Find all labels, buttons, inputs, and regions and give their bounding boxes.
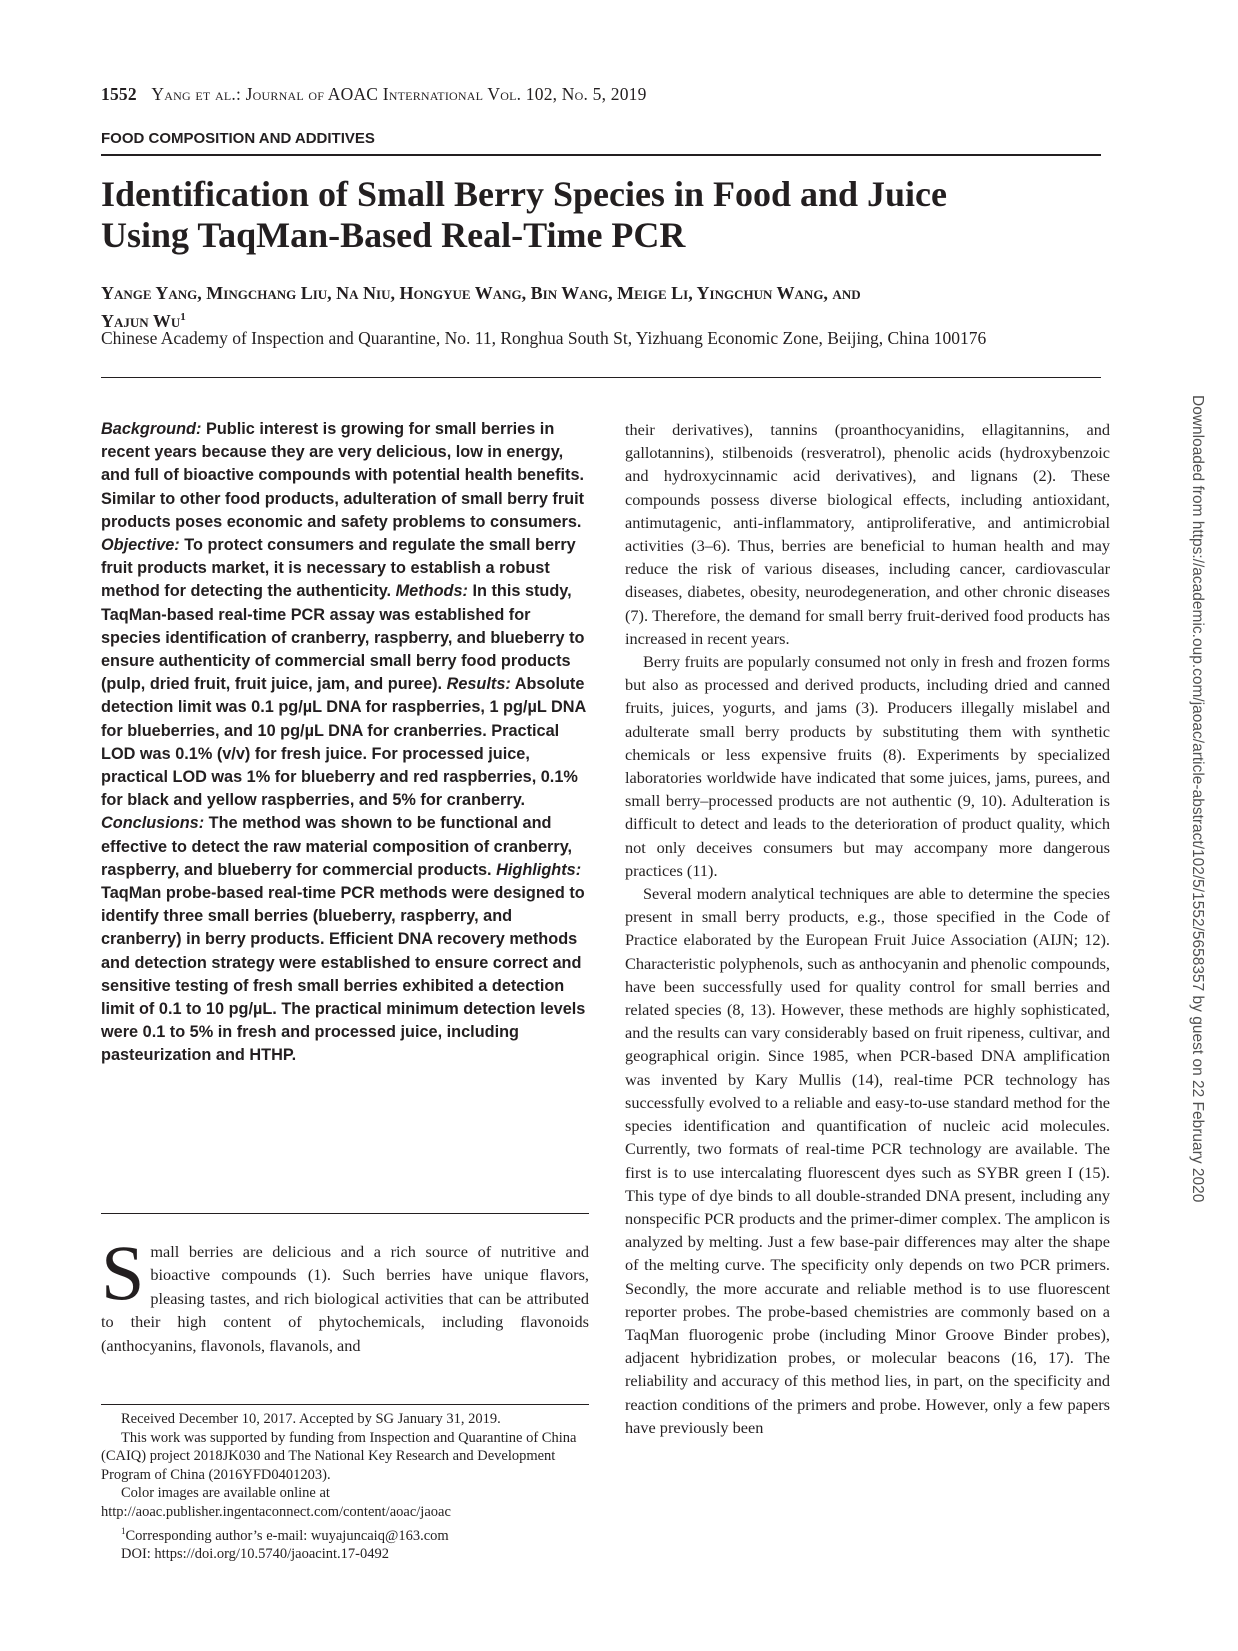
abstract-rule [101,1213,589,1214]
author-footnote-mark: 1 [180,311,186,323]
body-paragraph-3: Several modern analytical techniques are able to determine the species present in small berry products, e.g., those specified in the Code of Practice elaborated by the European Fruit Juice Association (AIJN; 12). Characteristic polyphenols, such as anthocyanin and phenolic compounds, have been successfully used for quality control for small berries and related species (8, 13). However, these methods are highly sophisticated, and the results can vary considerably based on fruit ripeness, cultivar, and geographical origin. Since 1985, when PCR-based DNA amplification was invented by Kary Mullis (14), real-time PCR technology has successfully evolved to a reliable and easy-to-use standard method for the species identification and quantification of nucleic acid molecules. Currently, two formats of real-time PCR technology are available. The first is to use intercalating fluorescent dyes such as SYBR green I (15). This type of dye binds to all double-stranded DNA present, including any nonspecific PCR products and the primer-dimer complex. The amplicon is analyzed by melting. Just a few base-pair differences may alter the shape of the melting curve. The specificity only depends on two PCR primers. Secondly, the more accurate and reliable method is to use fluorescent reporter probes. The probe-based chemistries are commonly based on a TaqMan fluorogenic probe (including Minor Groove Binder probes), adjacent hybridization probes, or molecular beacons (16, 17). The reliability and accuracy of this method lies, in part, on the specificity and reaction conditions of the primers and probe. However, only a few papers have previously been [625,884,1110,1437]
footnote-rule [101,1404,589,1405]
abstract-background-label: Background: [101,420,202,438]
abstract-results: Absolute detection limit was 0.1 pg/µL DNA for raspberries, 1 pg/µL DNA for blueberries, and 10 pg/µL DNA for cranberries. Practical LOD was 0.1% (v/v) for fresh juice. For processed juice, practical LOD was 1% for blueberry and red raspberries, 0.1% for black and yellow raspberries, and 5% for cranberry. [101,675,586,810]
header-rule [101,377,1101,378]
abstract-results-label: Results: [446,675,511,694]
authors-line-1: Yange Yang, Mingchang Liu, Na Niu, Hongyue Wang, Bin Wang, Meige Li, Yingchun Wang, and [101,283,861,303]
corresponding-email: Corresponding author’s e-mail: wuyajuncaiq@163.com [125,1527,449,1544]
footnote-received: Received December 10, 2017. Accepted by SG January 31, 2019. [121,1411,501,1427]
abstract [101,418,589,1068]
body-paragraph-1: their derivatives), tannins (proanthocyanidins, ellagitannins, and gallotannins), stilbenoids (resveratrol), phenolic acids (hydroxybenzoic and hydroxycinnamic acid derivatives), and lignans (2). These compounds possess diverse biological effects, including antioxidant, antimutagenic, anti-inflammatory, antiproliferative, and antimicrobial activities (3–6). Thus, berries are beneficial to human health and may reduce the risk of various diseases, including cancer, cardiovascular diseases, diabetes, obesity, neurodegeneration, and other chronic diseases (7). Therefore, the demand for small berry fruit-derived food products has increased in recent years. [625,420,1110,648]
abstract-conclusions: The method was shown to be functional and effective to detect the raw material composition of cranberry, raspberry, and blueberry for commercial products. [101,814,573,879]
affiliation: Chinese Academy of Inspection and Quarantine, No. 11, Ronghua South St, Yizhuang Economic Zone, Beijing, China 100176 [101,328,987,348]
section-label: FOOD COMPOSITION AND ADDITIVES [101,130,375,147]
footnote-color-images: Color images are available online at http://aoac.publisher.ingentaconnect.com/content/aoac/jaoac [101,1485,451,1520]
download-watermark: Downloaded from https://academic.oup.com/jaoac/article-abstract/102/5/1552/5658357 by guest on 22 February 2020 [1189,395,1206,1203]
authors-line-2: Yajun Wu [101,311,181,331]
author-list [101,281,1061,333]
abstract-conclusions-label: Conclusions: [101,814,205,833]
abstract-objective-label: Objective: [101,536,180,555]
section-rule [101,154,1101,156]
article-title [101,174,1061,256]
abstract-methods: In this study, TaqMan-based real-time PCR assay was established for species identification of cranberry, raspberry, and blueberry to ensure authenticity of commercial small berry food products (pulp, dried fruit, fruit juice, jam, and puree). [101,582,585,694]
intro-paragraph [101,1229,589,1357]
footnote-corresponding [101,1522,589,1545]
title-line-2: Using TaqMan-Based Real-Time PCR [101,215,686,255]
abstract-highlights-label: Highlights: [496,860,582,879]
drop-cap: S [101,1229,145,1316]
footnote-doi: DOI: https://doi.org/10.5740/jaoacint.17-0492 [121,1545,389,1562]
journal-citation: Yang et al.: Journal of AOAC International Vol. 102, No. 5, 2019 [151,84,647,104]
title-line-1: Identification of Small Berry Species in Food and Juice [101,174,947,214]
intro-text: mall berries are delicious and a rich source of nutritive and bioactive compounds (1). Such berries have unique flavors, pleasing tastes, and rich biological activities that can be attributed to their high content of phytochemicals, including flavonoids (anthocyanins, flavonols, flavanols, and [101,1242,589,1355]
abstract-methods-label: Methods: [395,582,468,601]
abstract-background: Public interest is growing for small berries in recent years because they are very delicious, low in energy, and full of bioactive compounds with potential health benefits. Similar to other food products, adulteration of small berry fruit products poses economic and safety problems to consumers. [101,420,585,531]
body-paragraph-2: Berry fruits are popularly consumed not only in fresh and frozen forms but also as processed and derived products, including dried and canned fruits, juices, yogurts, and jams (3). Producers illegally mislabel and adulterate small berry products by substituting them with synthetic chemicals or less expensive fruits (8). Experiments by specialized laboratories worldwide have indicated that some juices, jams, purees, and small berry–processed products are not authentic (9, 10). Adulteration is difficult to detect and leads to the deterioration of product quality, which not only deceives consumers but may accompany more dangerous practices (11). [625,652,1110,880]
abstract-highlights: TaqMan probe-based real-time PCR methods were designed to identify three small berries (blueberry, raspberry, and cranberry) in berry products. Efficient DNA recovery methods and detection strategy were established to ensure correct and sensitive testing of fresh small berries exhibited a detection limit of 0.1 to 10 pg/µL. The practical minimum detection levels were 0.1 to 5% in fresh and processed juice, including pasteurization and HTHP. [101,884,586,1065]
footnote-funding: This work was supported by funding from Inspection and Quarantine of China (CAIQ) project 2018JK030 and The National Key Research and Development Program of China (2016YFD0401203). [101,1429,577,1483]
corresponding-mark: 1 [121,1525,126,1536]
page-number: 1552 [101,84,137,104]
abstract-objective: To protect consumers and regulate the small berry fruit products market, it is necessary to establish a robust method for detecting the authenticity. [101,536,576,601]
body-right-column [625,418,1110,1439]
footnotes [101,1410,589,1564]
running-head [101,84,647,105]
